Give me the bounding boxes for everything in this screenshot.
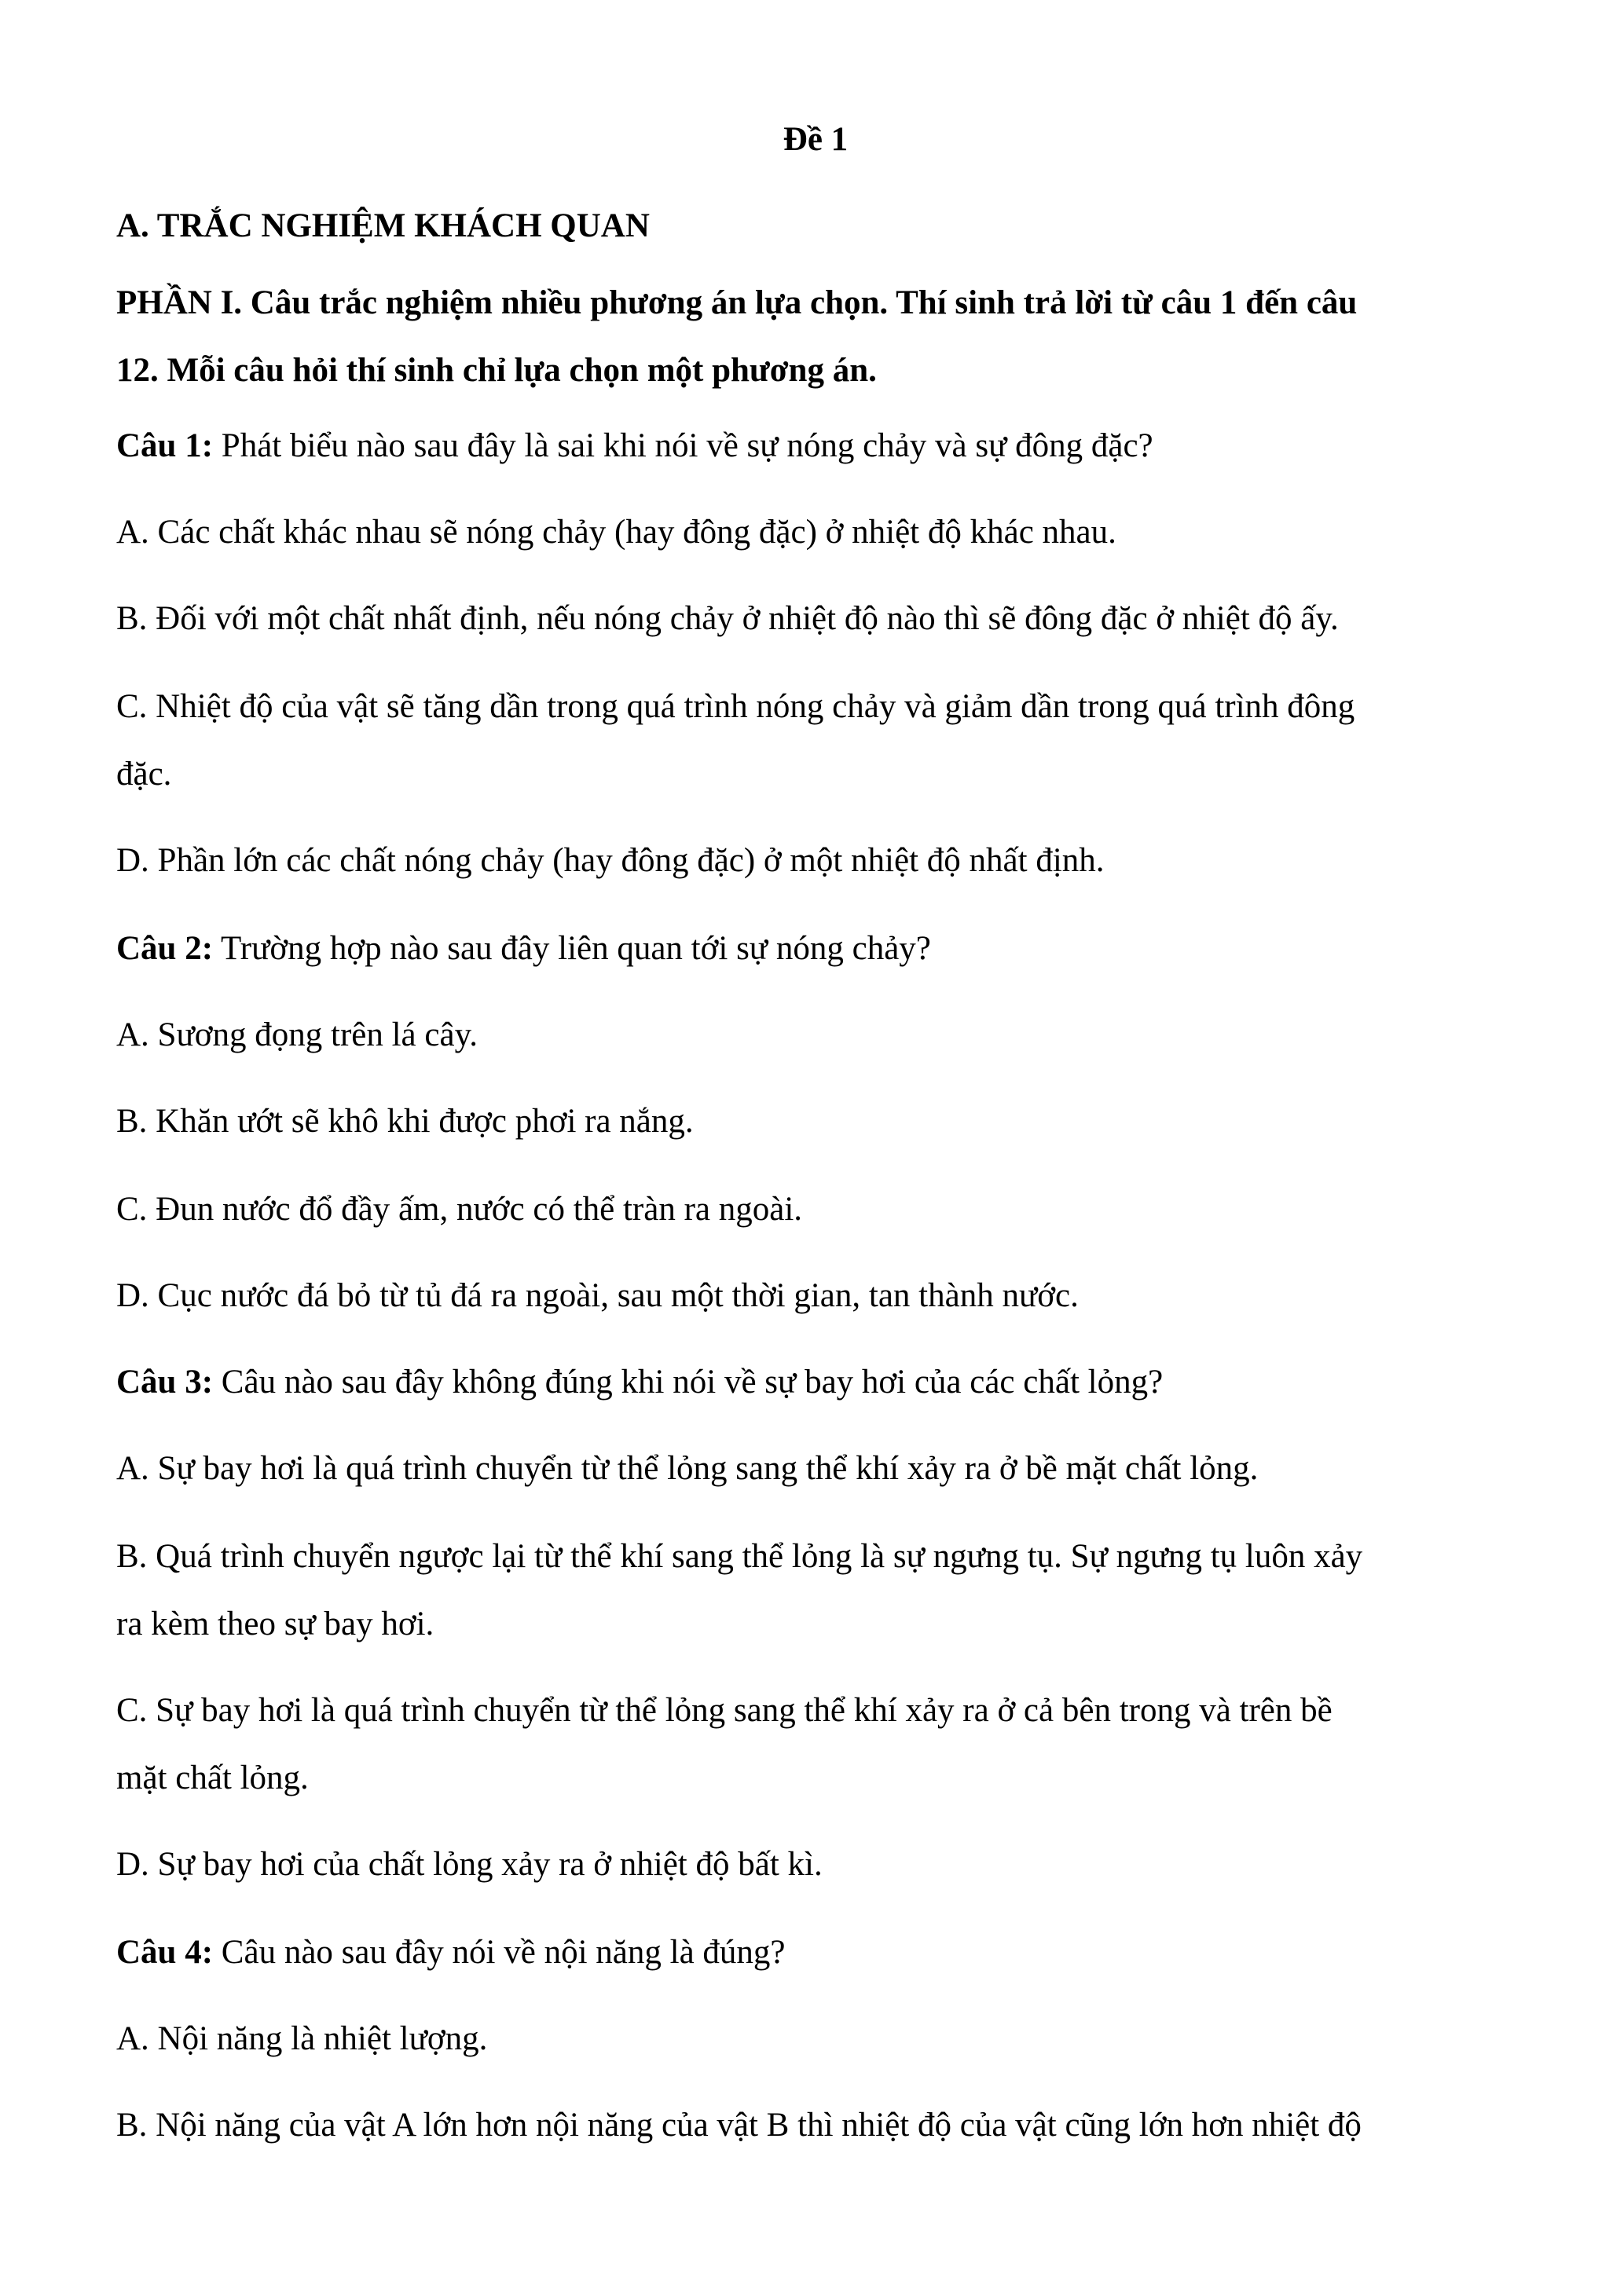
question-text: Phát biểu nào sau đây là sai khi nói về sự nóng chảy và sự đông đặc? [213,427,1153,464]
question-4-option-b-line-1: B. Nội năng của vật A lớn hơn nội năng của vật B thì nhiệt độ của vật cũng lớn hơn nhiệt độ [116,2107,1362,2144]
part-heading-line-2: 12. Mỗi câu hỏi thí sinh chỉ lựa chọn một phương án. [116,352,877,389]
question-label: Câu 4: [116,1934,214,1971]
question-4 [116,1931,786,1975]
question-1-option-c-line-1: C. Nhiệt độ của vật sẽ tăng dần trong quá trình nóng chảy và giảm dần trong quá trình đông [116,688,1355,725]
question-label: Câu 2: [116,930,214,967]
question-3-option-d: D. Sự bay hơi của chất lỏng xảy ra ở nhiệt độ bất kì. [116,1846,823,1883]
question-3 [116,1360,1163,1404]
question-label: Câu 1: [116,427,214,464]
question-3-option-c-line-2: mặt chất lỏng. [116,1760,309,1796]
question-2 [116,927,931,971]
question-text: Trường hợp nào sau đây liên quan tới sự nóng chảy? [213,930,931,967]
section-heading: A. TRẮC NGHIỆM KHÁCH QUAN [116,207,650,244]
part-heading-line-1: PHẦN I. Câu trắc nghiệm nhiều phương án lựa chọn. Thí sinh trả lời từ câu 1 đến câu [116,284,1358,321]
question-1 [116,424,1153,468]
question-2-option-c: C. Đun nước đổ đầy ấm, nước có thể tràn ra ngoài. [116,1191,803,1228]
question-text: Câu nào sau đây không đúng khi nói về sự bay hơi của các chất lỏng? [213,1364,1164,1401]
question-1-option-a: A. Các chất khác nhau sẽ nóng chảy (hay đông đặc) ở nhiệt độ khác nhau. [116,514,1116,551]
question-2-option-a: A. Sương đọng trên lá cây. [116,1016,478,1053]
question-1-option-c-line-2: đặc. [116,756,172,793]
question-3-option-c-line-1: C. Sự bay hơi là quá trình chuyển từ thể lỏng sang thể khí xảy ra ở cả bên trong và trên bề [116,1692,1333,1729]
question-4-option-a: A. Nội năng là nhiệt lượng. [116,2020,488,2057]
question-2-option-b: B. Khăn ướt sẽ khô khi được phơi ra nắng. [116,1103,694,1140]
question-text: Câu nào sau đây nói về nội năng là đúng? [213,1934,786,1971]
question-1-option-b: B. Đối với một chất nhất định, nếu nóng chảy ở nhiệt độ nào thì sẽ đông đặc ở nhiệt độ ấy. [116,600,1339,637]
question-3-option-b-line-1: B. Quá trình chuyển ngược lại từ thể khí sang thể lỏng là sự ngưng tụ. Sự ngưng tụ luôn xảy [116,1538,1363,1575]
question-3-option-a: A. Sự bay hơi là quá trình chuyển từ thể lỏng sang thể khí xảy ra ở bề mặt chất lỏng. [116,1450,1259,1487]
question-3-option-b-line-2: ra kèm theo sự bay hơi. [116,1606,434,1642]
question-2-option-d: D. Cục nước đá bỏ từ tủ đá ra ngoài, sau một thời gian, tan thành nước. [116,1277,1079,1314]
question-1-option-d: D. Phần lớn các chất nóng chảy (hay đông đặc) ở một nhiệt độ nhất định. [116,842,1105,879]
question-label: Câu 3: [116,1364,214,1401]
page-title: Đề 1 [783,121,849,158]
